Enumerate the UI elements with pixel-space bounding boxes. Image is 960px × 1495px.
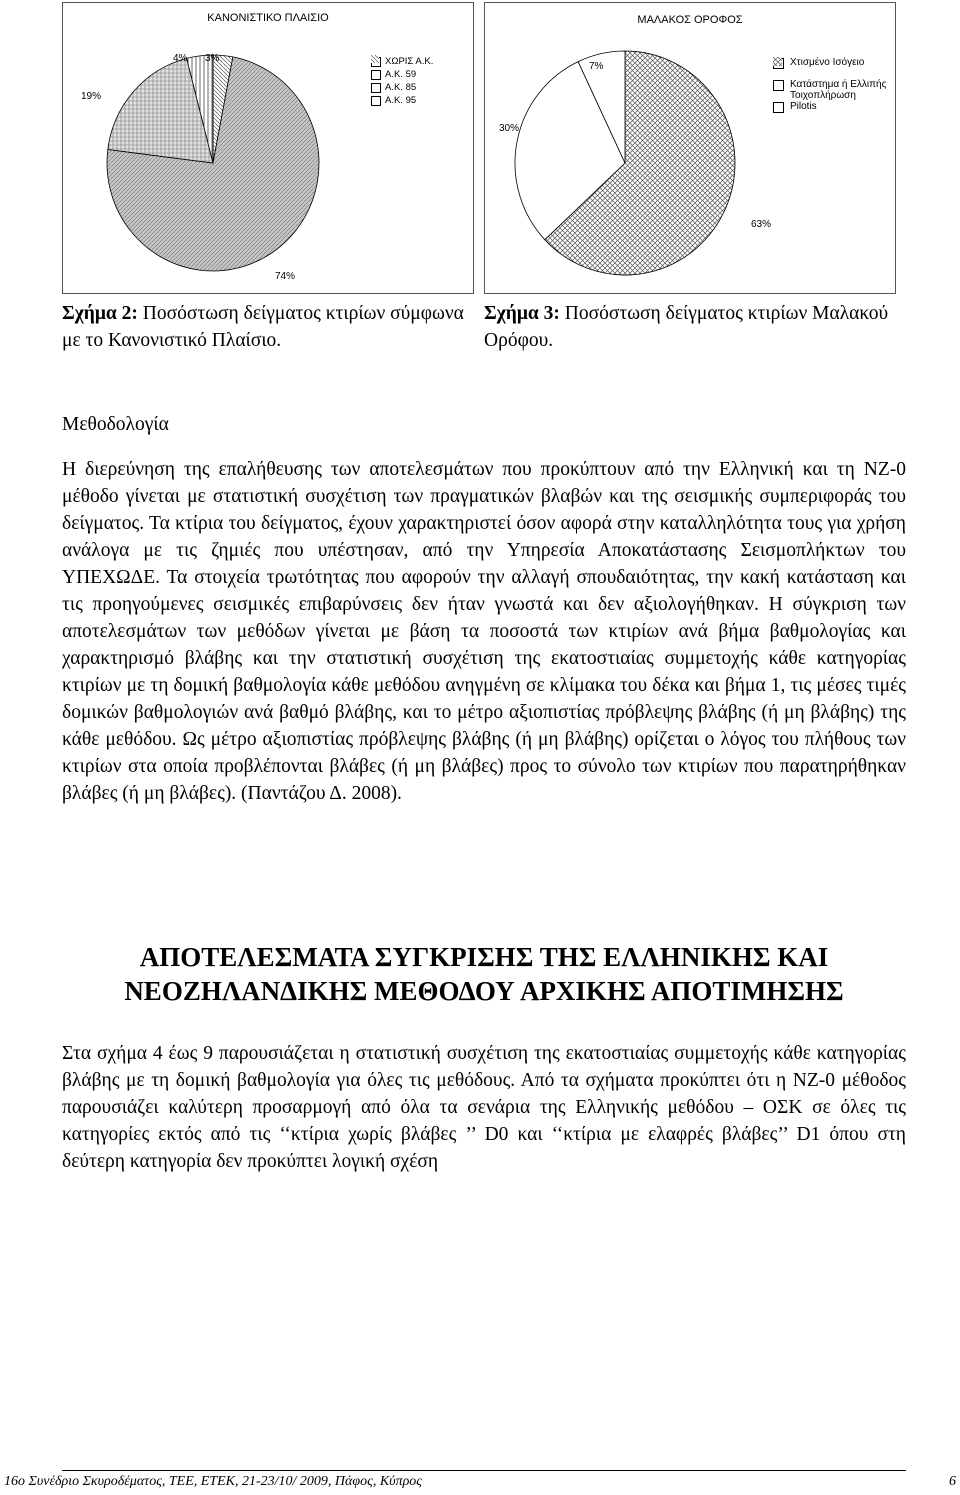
legend-item (371, 68, 433, 81)
legend-swatch (371, 70, 381, 80)
pie-label: 3% (205, 53, 220, 64)
legend-label: Χτισμένο Ισόγειο (790, 57, 865, 68)
legend-item (371, 94, 433, 107)
pie-label: 30% (499, 123, 520, 134)
results-title-line-2: ΝΕΟΖΗΛΑΝΔΙΚΗΣ ΜΕΘΟΔΟΥ ΑΡΧΙΚΗΣ ΑΠΟΤΙΜΗΣΗΣ (124, 976, 844, 1006)
footer-rule (62, 1470, 906, 1471)
legend-label: ΧΩΡΙΣ Α.Κ. (385, 56, 434, 67)
pie-label: 19% (81, 91, 102, 102)
legend-swatch (773, 80, 784, 91)
chart-title: ΜΑΛΑΚΟΣ ΟΡΟΦΟΣ (637, 14, 743, 26)
chart-legend (371, 55, 433, 107)
methodology-paragraph: Η διερεύνηση της επαλήθευσης των αποτελεσμάτων που προκύπτουν από την Ελληνική και τη ΝΖ-0 μέθοδο γίνεται με στατιστική συσχέτιση των πραγματικών βλαβών και της σεισμικής συμπεριφοράς του δείγματος. Τα κτίρια του δείγματος, έχουν χαρακτηριστεί όσον αφορά στην καταλληλότητα τους για χρήση ανάλογα με τις ζημιές που υπέστησαν, από την Υπηρεσία Αποκατάστασης Σεισμοπλήκτων του ΥΠΕΧΩΔΕ. Τα στοιχεία τρωτότητας που αφορούν την αλλαγή σπουδαιότητας, την κακή κατάσταση και τις προηγούμενες σεισμικές επιβαρύνσεις δεν ήταν γνωστά και δεν αξιολογήθηκαν. Η σύγκριση των αποτελεσμάτων των μεθόδων γίνεται με βάση τα ποσοστά των κτιρίων ανά βήμα βαθμολογίας και χαρακτηρισμό βλάβης και την στατιστική συσχέτιση της εκατοστιαίας συμμετοχής κάθε κατηγορίας κτιρίων με τη δομική βαθμολογία κάθε μεθόδου ανηγμένη σε κλίμακα του δέκα και βήμα 1, τις μέσες τιμές δομικών βαθμολογιών ανά βαθμό βλάβης, και το μέτρο αξιοπιστίας πρόβλεψης βλάβης (ή μη βλάβης) της κάθε μεθόδου. Ως μέτρο αξιοπιστίας πρόβλεψης βλάβης (ή μη βλάβης) ορίζεται ο λόγος του πλήθους των κτιρίων στα οποία προβλέπονται βλάβες (ή μη βλάβες) προς το σύνολο των κτιρίων που παρατηρήθηκαν βλάβες (ή μη βλάβες). (Παντάζου Δ. 2008). (62, 459, 906, 804)
caption-label: Σχήμα 2: (62, 303, 138, 324)
page-number: 6 (949, 1474, 956, 1489)
methodology-heading: Μεθοδολογία (62, 414, 169, 435)
footer-conference: 16ο Συνέδριο Σκυροδέματος, ΤΕΕ, ΕΤΕΚ, 21-23/10/ 2009, Πάφος, Κύπρος (4, 1474, 422, 1489)
legend-label: Α.Κ. 85 (385, 82, 417, 93)
legend-swatch (371, 83, 381, 93)
legend-item (773, 79, 891, 101)
results-paragraph: Στα σχήμα 4 έως 9 παρουσιάζεται η στατιστική συσχέτιση της εκατοστιαίας συμμετοχής κάθε κατηγορίας βλάβης με τη δομική βαθμολογία για όλες τις μεθόδους. Από τα σχήματα προκύπτει ότι η ΝΖ-0 μέθοδος παρουσιάζει καλύτερη προσαρμογή από όλα τα σενάρια της Ελληνικής μεθόδου – ΟΣΚ σε όλες τις κατηγορίες εκτός από τις ‘‘κτίρια χωρίς βλάβες ’’ D0 και ‘‘κτίρια με ελαφρές βλάβες’’ D1 όπου στη δεύτερη κατηγορία δεν προκύπτει λογική σχέση (62, 1043, 906, 1172)
legend-item (371, 81, 433, 94)
caption-label: Σχήμα 3: (484, 303, 560, 324)
pie-chart-soft-storey (484, 2, 896, 294)
legend-swatch (773, 102, 784, 113)
legend-label: Pilotis (790, 101, 817, 112)
legend-label: Α.Κ. 59 (385, 69, 417, 80)
pie-label: 7% (589, 61, 604, 72)
pie-1-svg (63, 3, 475, 295)
pie-label: 74% (275, 271, 296, 282)
legend-item (773, 57, 891, 70)
pie-chart-regulation (62, 2, 474, 294)
pie-label: 63% (751, 219, 772, 230)
pie-label: 4% (173, 53, 188, 64)
legend-label: Κατάστημα ή Ελλιπής Τοιχοπλήρωση (790, 79, 887, 101)
caption-text: Ποσόστωση δείγματος κτιρίων σύμφωνα με το Κανονιστικό Πλαίσιο. (62, 303, 464, 351)
results-title (62, 940, 906, 1008)
chart-legend (773, 57, 891, 123)
pie-2-svg (485, 3, 897, 295)
legend-item (773, 101, 891, 114)
chart-title: ΚΑΝΟΝΙΣΤΙΚΟ ΠΛΑΙΣΙΟ (207, 12, 329, 24)
legend-item (371, 55, 433, 68)
legend-swatch (371, 96, 381, 106)
figure-2-caption (62, 300, 474, 354)
page-footer (4, 1474, 956, 1490)
caption-text: Ποσόστωση δείγματος κτιρίων Μαλακού Ορόφου. (484, 303, 889, 351)
figure-3-caption (484, 300, 896, 354)
legend-label: Α.Κ. 95 (385, 95, 417, 106)
legend-swatch (773, 58, 784, 69)
results-title-line-1: ΑΠΟΤΕΛΕΣΜΑΤΑ ΣΥΓΚΡΙΣΗΣ ΤΗΣ ΕΛΛΗΝΙΚΗΣ ΚΑΙ (139, 942, 829, 972)
